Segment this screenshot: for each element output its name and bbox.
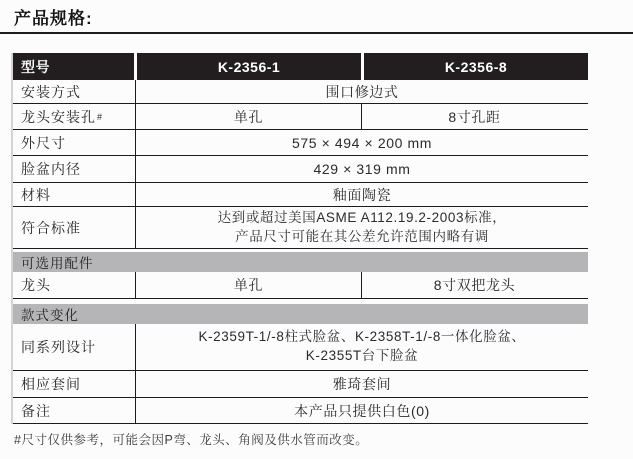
section-style-variations: 款式变化 (13, 304, 588, 324)
row-basin-inner-diameter (13, 156, 588, 183)
row-label: 符合标准 (13, 207, 136, 248)
row-value: 429 × 319 mm (313, 161, 411, 177)
row-label: 脸盆内径 (13, 156, 136, 182)
row-label: 安装方式 (13, 80, 136, 103)
row-value (136, 324, 588, 370)
row-value-col2: 8寸双把龙头 (433, 277, 516, 293)
row-value-col1: 单孔 (136, 104, 362, 129)
row-label: 同系列设计 (13, 324, 136, 370)
row-label: 备注 (13, 398, 136, 423)
row-outer-dimensions (13, 130, 588, 156)
standards-line-2: 产品尺寸可能在其公差允许范围内略有调 (235, 228, 489, 244)
series-line-2: K-2355T台下脸盆 (305, 348, 419, 363)
row-label: 龙头 (13, 272, 136, 298)
row-faucet-mounting-holes (13, 104, 588, 130)
row-value: 雅琦套间 (332, 376, 392, 392)
row-label: 材料 (13, 183, 136, 206)
row-value: 釉面陶瓷 (332, 186, 392, 203)
row-value: 本产品只提供白色(0) (294, 402, 430, 419)
row-faucet (13, 272, 588, 299)
row-label: 龙头安装孔 # (13, 104, 136, 129)
row-value: 围口修边式 (325, 83, 399, 100)
row-remarks (13, 398, 588, 424)
title-divider (0, 32, 633, 34)
row-standards-compliance (13, 207, 588, 249)
header-model-k2356-1: K-2356-1 (137, 53, 361, 80)
row-label-text: 龙头安装孔 (21, 108, 96, 125)
row-installation-type (13, 80, 588, 104)
page-title: 产品规格: (14, 9, 93, 28)
row-value-col1: 单孔 (136, 272, 362, 298)
row-value-col2: 8寸孔距 (448, 108, 501, 125)
row-label: 相应套间 (13, 371, 136, 397)
table-header-row (13, 53, 588, 80)
standards-line-1: 达到或超过美国ASME A112.19.2-2003标准， (217, 209, 507, 225)
row-label: 外尺寸 (13, 130, 136, 155)
header-model-k2356-8: K-2356-8 (364, 53, 588, 80)
row-value: 575 × 494 × 200 mm (292, 134, 432, 151)
series-line-1: K-2359T-1/-8柱式脸盆、K-2358T-1/-8一体化脸盆、 (198, 329, 526, 345)
section-optional-accessories: 可选用配件 (13, 252, 588, 272)
header-model-label: 型号 (13, 53, 134, 80)
row-value (136, 207, 588, 248)
spec-table (13, 53, 588, 424)
row-matching-suite (13, 371, 588, 398)
footnote: #尺寸仅供参考，可能会因P弯、龙头、角阀及供水管而改变。 (14, 433, 369, 447)
row-material (13, 183, 588, 207)
row-same-series-designs (13, 324, 588, 371)
